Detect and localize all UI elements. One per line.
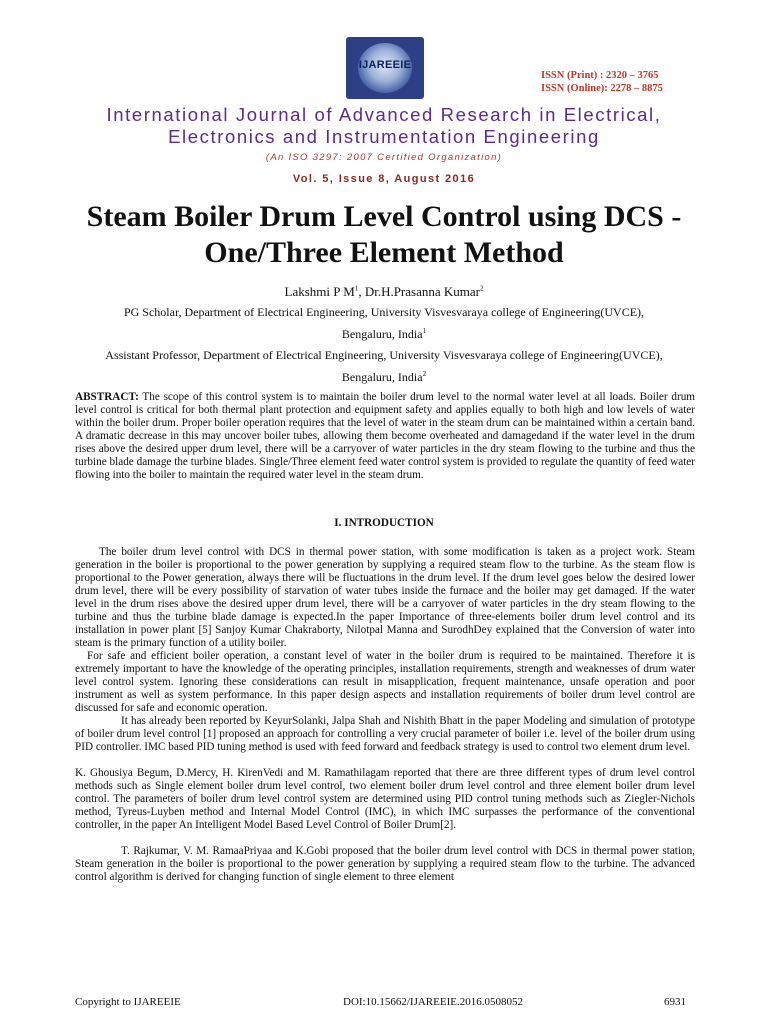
affiliation-1-mark: 1 bbox=[422, 327, 427, 335]
abstract bbox=[75, 391, 695, 482]
section-heading-introduction: I. INTRODUCTION bbox=[334, 517, 434, 529]
journal-name-line1: International Journal of Advanced Research in Electrical, bbox=[106, 104, 662, 125]
author-2: Dr.H.Prasanna Kumar bbox=[364, 284, 480, 299]
issn-online: ISSN (Online): 2278 – 8875 bbox=[541, 83, 663, 94]
paper-title-line2: One/Three Element Method bbox=[204, 236, 564, 269]
affiliation-2-mark: 2 bbox=[422, 370, 427, 378]
intro-paragraph-5: T. Rajkumar, V. M. RamaaPriyaa and K.Gobi proposed that the boiler drum level control with DCS in thermal power station, Steam generation in the boiler is proportional to the power generation by supplying a required steam flow to the turbine. The advanced control algorithm is derived for changing function of single element to three element bbox=[75, 845, 695, 883]
intro-paragraph-4: K. Ghousiya Begum, D.Mercy, H. KirenVedi and M. Ramathilagam reported that there are three different types of drum level control methods such as Single element boiler drum level control, two element boiler drum level control and three element boiler drum level control. The parameters of boiler drum level control system are determined using PID control tuning methods such as Ziegler-Nichols method, Tyreus-Luyben method and Internal Model Control (IMC), in which IMC surpasses the performance of the conventional controller, in the paper An Intelligent Model Based Level Control of Boiler Drum[2]. bbox=[75, 767, 695, 831]
intro-paragraph-3: It has already been reported by KeyurSolanki, Jalpa Shah and Nishith Bhatt in the paper Modeling and simulation of prototype of boiler drum level control [1] proposed an approach for controlling a very crucial parameter of boiler i.e. level of the boiler drum using PID controller. IMC based PID tuning method is used with feed forward and feedback strategy is used to control two element drum level. bbox=[75, 715, 695, 753]
affiliation-2-city: Bengaluru, India bbox=[341, 370, 423, 384]
volume-issue: Vol. 5, Issue 8, August 2016 bbox=[292, 173, 476, 185]
footer-page-number: 6931 bbox=[664, 996, 686, 1008]
footer-copyright: Copyright to IJAREEIE bbox=[75, 996, 181, 1008]
paper-title-line1: Steam Boiler Drum Level Control using DCS - bbox=[86, 200, 682, 233]
iso-certification: (An ISO 3297: 2007 Certified Organization) bbox=[265, 152, 503, 163]
affiliation-1-city: Bengaluru, India bbox=[341, 327, 423, 341]
abstract-label: ABSTRACT: bbox=[75, 391, 139, 403]
logo-text: IJAREEIE bbox=[358, 59, 412, 71]
journal-name-line2: Electronics and Instrumentation Engineering bbox=[168, 126, 600, 147]
issn-print: ISSN (Print) : 2320 – 3765 bbox=[541, 70, 659, 81]
author-1-affiliation-mark: 1 bbox=[354, 284, 359, 293]
footer-doi: DOI:10.15662/IJAREEIE.2016.0508052 bbox=[343, 996, 523, 1008]
affiliation-2: Assistant Professor, Department of Electrical Engineering, University Visvesvaraya college of Engineering(UVCE), bbox=[105, 348, 663, 362]
intro-paragraph-1: The boiler drum level control with DCS in thermal power station, with some modification is taken as a project work. Steam generation in the boiler is proportional to the power generation by supplying a required steam flow to the turbine. As the steam flow is proportional to the Power generation, always there will be fluctuations in the drum level. If the drum level goes below the desired lower drum level, there will be every possibility of starvation of water tubes inside the furnace and the boiler may get damaged. If the water level in the drum rises above the desired upper drum level, there will be a carryover of water particles in the dry steam flowing to the turbine and thus the turbine blade damage is expected.In the paper Importance of three-elements boiler drum level control and its installation in power plant [5] Sanjoy Kumar Chakraborty, Nilotpal Manna and SurodhDey explained that the Conversion of water into steam is the primary function of a utility boiler. bbox=[75, 546, 695, 649]
intro-paragraph-2: For safe and efficient boiler operation, a constant level of water in the boiler drum is required to be maintained. Therefore it is extremely important to have the knowledge of the operating principles, installation requirements, strength and weaknesses of drum water level control system. Ignoring these considerations can result in misapplication, frequent maintenance, unsafe operation and poor instrument as well as system performance. In this paper design aspects and installation requirements of boiler drum level control are discussed for safe and economic operation. bbox=[75, 650, 695, 714]
affiliation-1-location bbox=[0, 327, 768, 342]
introduction-body bbox=[75, 546, 695, 884]
journal-logo bbox=[346, 37, 424, 99]
author-2-affiliation-mark: 2 bbox=[479, 284, 484, 293]
abstract-text: The scope of this control system is to maintain the boiler drum level to the normal water level at all loads. Boiler drum level control is critical for both thermal plant protection and equipment safety and applies equally to both high and low levels of water within the boiler drum. Proper boiler operation requires that the level of water in the steam drum can be maintained within a certain band. A dramatic decrease in this may uncover boiler tubes, allowing them become overheated and damagedand if the water level in the drum rises above the desired upper drum level, there will be a carryover of water particles in the dry steam flowing to the turbine and thus the turbine blade damage the turbine blades. Single/Three element feed water control system is provided to regulate the quantity of feed water flowing into the boiler to maintain the required water level in the steam drum. bbox=[75, 391, 695, 481]
author-separator: , bbox=[358, 284, 365, 299]
affiliation-1: PG Scholar, Department of Electrical Engineering, University Visvesvaraya college of Engineering(UVCE), bbox=[123, 305, 645, 319]
affiliation-2-location bbox=[0, 370, 768, 385]
author-list bbox=[0, 284, 768, 300]
author-1: Lakshmi P M bbox=[284, 284, 355, 299]
